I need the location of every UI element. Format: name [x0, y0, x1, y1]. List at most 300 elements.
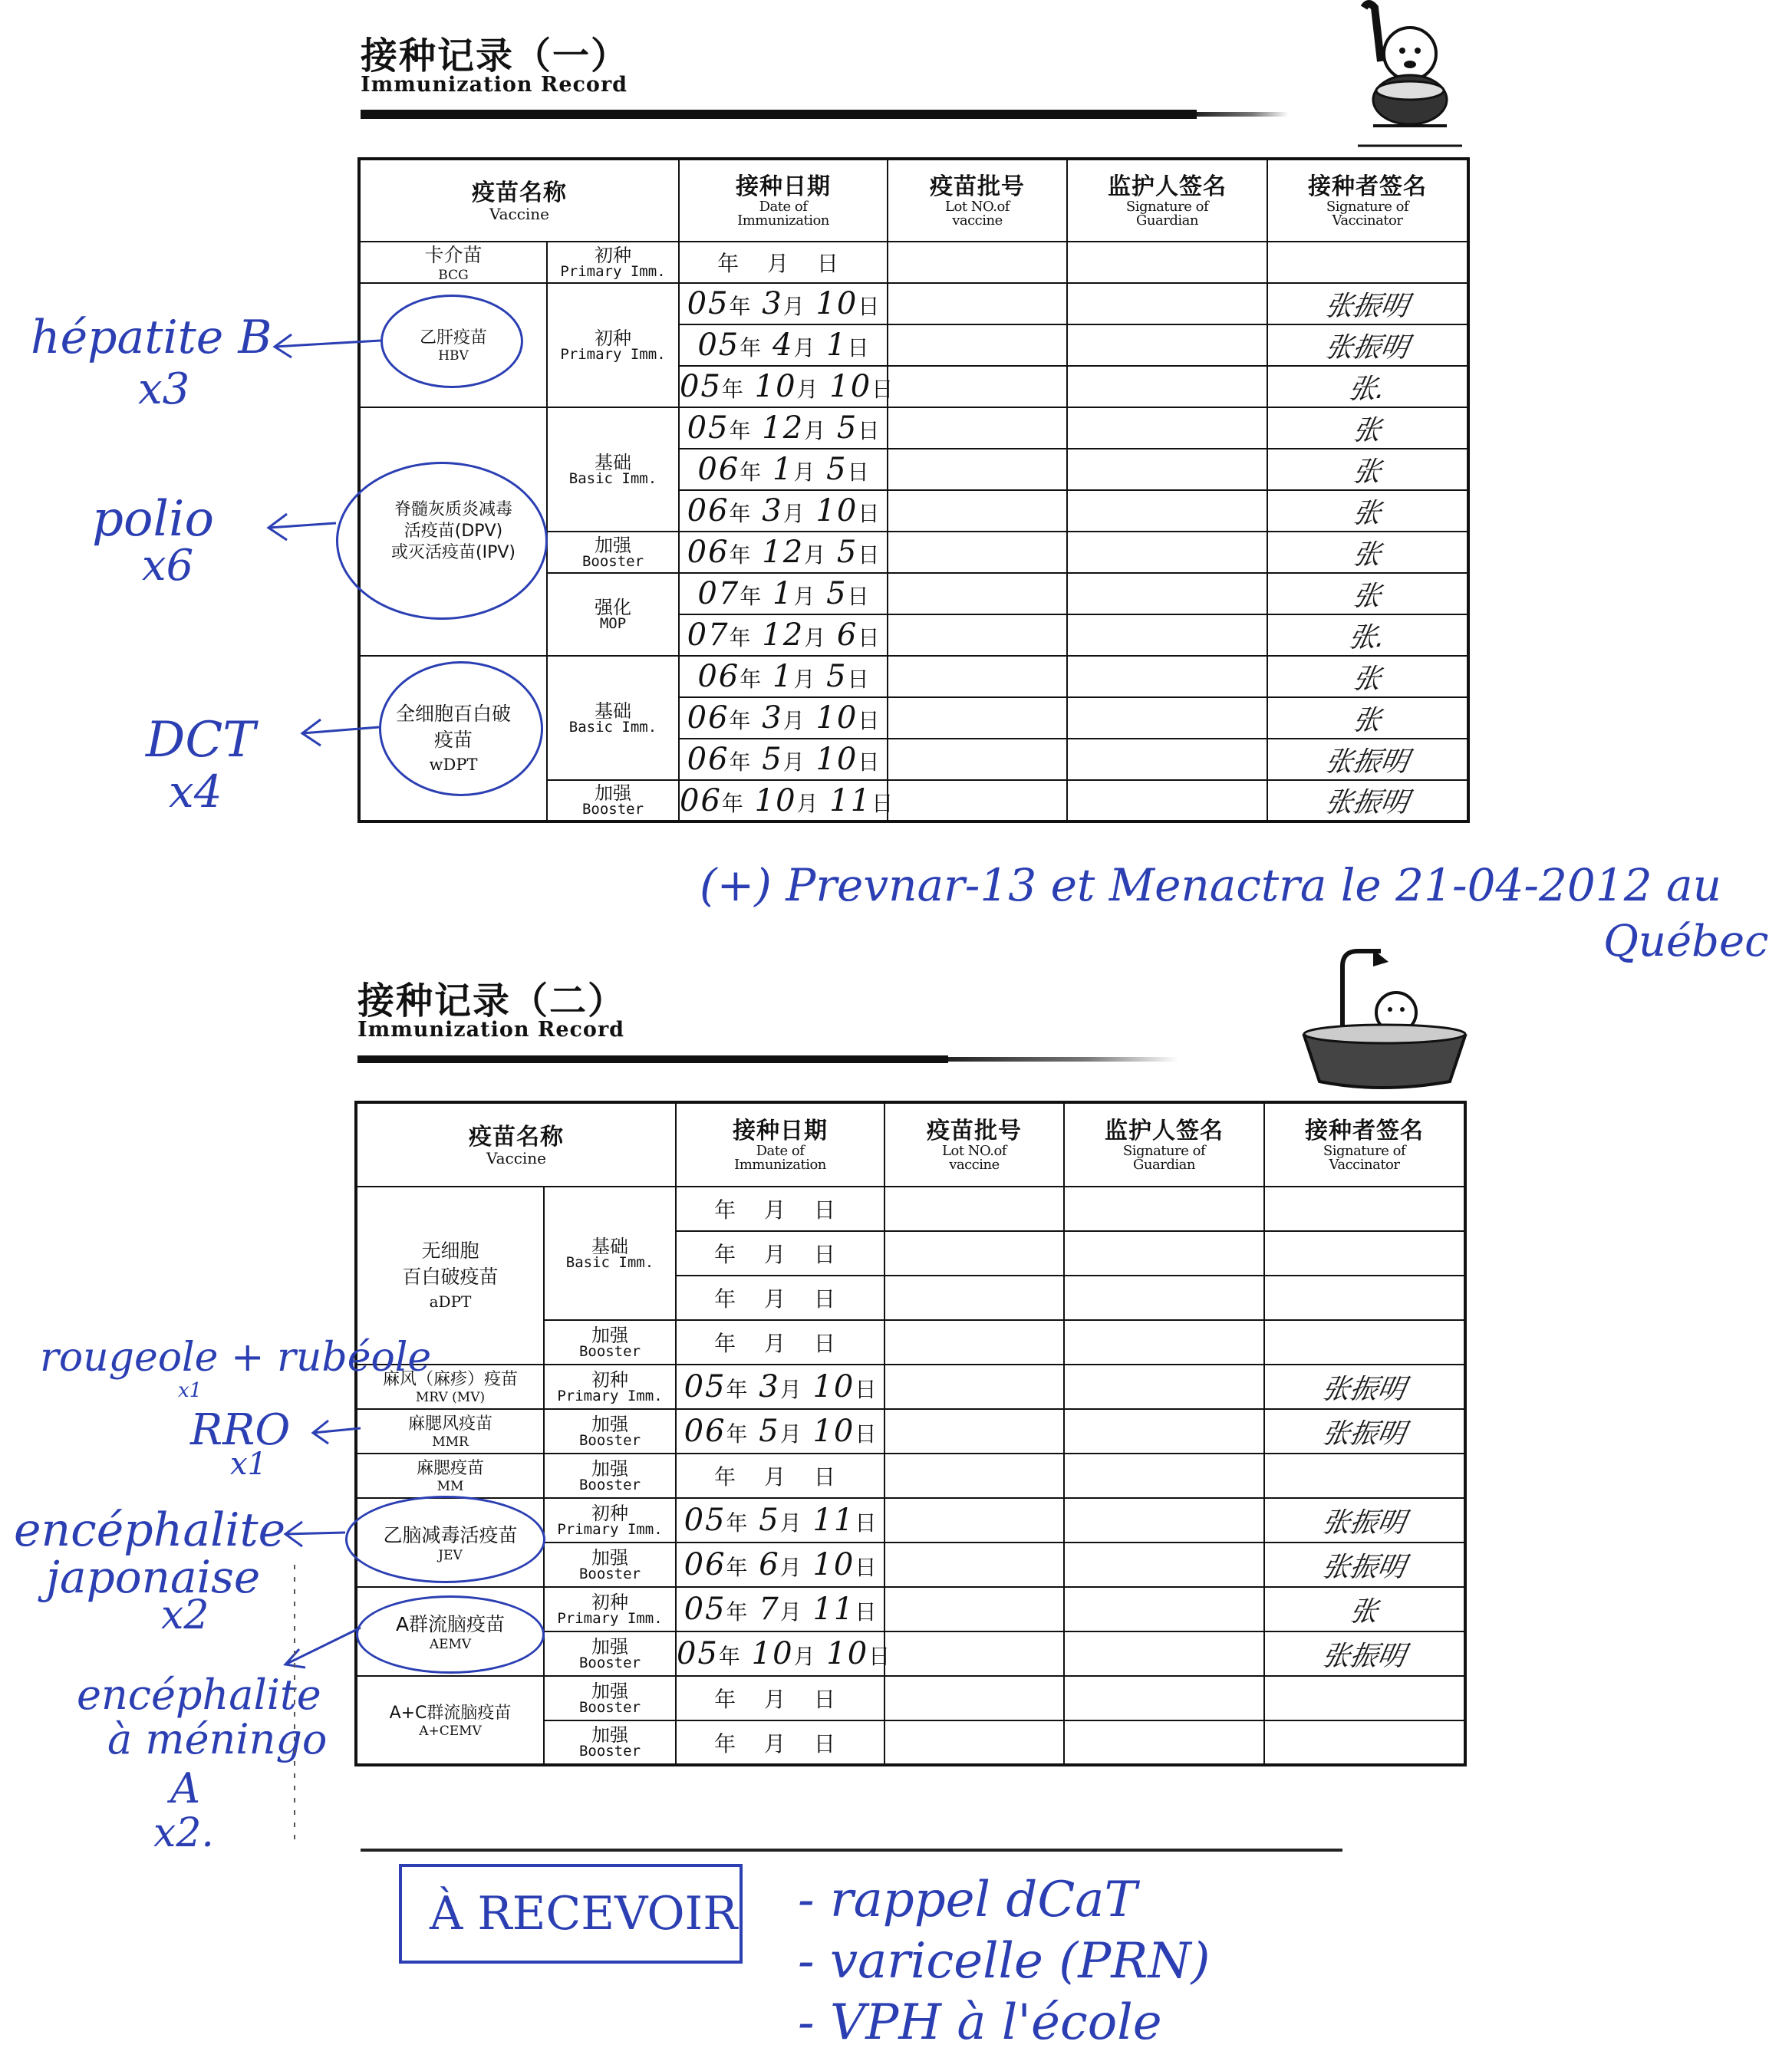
- handwritten-date-text: 05年 10月 10日: [677, 1636, 891, 1671]
- header-vaccine-en: Vaccine: [489, 204, 550, 223]
- vaccine-name-zh: 无细胞: [421, 1240, 479, 1262]
- vaccine-name-zh: 卡介苗: [424, 244, 483, 266]
- type-cell: [547, 656, 679, 780]
- recevoir-label: À RECEVOIR: [430, 1887, 738, 1941]
- header-vaccinator-en2: Vaccinator: [1329, 1156, 1400, 1173]
- header-vaccine-zh: 疫苗名称: [469, 1123, 564, 1151]
- lot-cell: [888, 324, 1067, 366]
- cartoon-baby-bathtub-icon: [1289, 943, 1473, 1097]
- vaccinator-signature: [1267, 614, 1468, 656]
- handwritten-date-text: 05年 5月 11日: [684, 1503, 877, 1538]
- vaccine-name-zh: 脊髓灰质炎减毒: [394, 500, 512, 519]
- lot-cell: [888, 407, 1067, 449]
- lot-cell: [888, 532, 1067, 573]
- type-en: Booster: [578, 1654, 641, 1671]
- signature: 张.: [1346, 621, 1388, 654]
- handwritten-date: [679, 656, 888, 697]
- guardian-cell: [1067, 739, 1267, 780]
- header-date: [676, 1102, 884, 1187]
- type-zh: 加强: [591, 1635, 628, 1658]
- header-date-en2: Immunization: [737, 212, 829, 229]
- vaccinator-signature: [1264, 1409, 1465, 1454]
- annotation-rougeole-count: x1: [178, 1379, 203, 1402]
- type-en: Basic Imm.: [568, 469, 657, 487]
- header-date: [679, 159, 888, 242]
- vaccinator-signature: [1264, 1365, 1465, 1409]
- header-guardian: [1064, 1102, 1264, 1187]
- annotation-encephalite-meningo: encéphalite: [77, 1671, 321, 1719]
- guardian-cell: [1064, 1543, 1264, 1587]
- type-cell: [547, 780, 679, 821]
- vaccinator-signature: [1267, 366, 1468, 407]
- header-date-zh: 接种日期: [733, 1117, 828, 1144]
- vaccinator-signature: [1264, 1631, 1465, 1676]
- date-cell: [676, 1276, 884, 1320]
- handwritten-date: [679, 532, 888, 573]
- vaccinator-cell: [1264, 1276, 1465, 1320]
- signature: 张: [1350, 456, 1384, 488]
- type-cell: [544, 1409, 676, 1454]
- type-en: Booster: [578, 1565, 641, 1582]
- type-zh: 初种: [591, 1502, 628, 1524]
- lot-cell: [884, 1365, 1064, 1409]
- guardian-cell: [1067, 366, 1267, 407]
- lot-cell: [888, 739, 1067, 780]
- empty-date: 年 月 日: [714, 1286, 846, 1312]
- vaccine-name-en: AEMV: [429, 1637, 472, 1652]
- handwritten-date-text: 06年 10月 11日: [680, 782, 894, 818]
- vaccine-name-zh: 麻风（麻疹）疫苗: [382, 1370, 518, 1389]
- header-vaccinator-zh: 接种者签名: [1305, 1117, 1424, 1144]
- date-cell: [676, 1454, 884, 1498]
- type-zh: 加强: [591, 1413, 628, 1435]
- handwritten-date-text: 05年 10月 10日: [680, 369, 894, 404]
- lot-cell: [884, 1631, 1064, 1676]
- handwritten-date-text: 05年 4月 1日: [697, 328, 869, 363]
- lot-cell: [884, 1498, 1064, 1543]
- handwritten-date-text: 05年 7月 11日: [684, 1592, 877, 1627]
- type-en: Basic Imm.: [568, 718, 657, 736]
- guardian-cell: [1064, 1454, 1264, 1498]
- vaccinator-cell: [1264, 1676, 1465, 1720]
- handwritten-date-text: 06年 3月 10日: [687, 700, 880, 736]
- annotation-encephalite-japonaise-count: x2: [161, 1592, 209, 1638]
- record1-subtitle: Immunization Record: [361, 73, 628, 97]
- empty-date: 年 月 日: [714, 1687, 846, 1712]
- handwritten-date: [679, 283, 888, 324]
- vaccinator-signature: [1267, 283, 1468, 324]
- annotation-dct-count: x4: [169, 766, 222, 818]
- handwritten-date: [676, 1409, 884, 1454]
- vaccinator-signature: [1264, 1543, 1465, 1587]
- signature: 张振明: [1319, 1640, 1408, 1672]
- vaccine-name-en: BCG: [438, 268, 469, 283]
- type-zh: 加强: [591, 1324, 628, 1346]
- type-cell: [544, 1454, 676, 1498]
- header-date-en1: Date of: [756, 1142, 805, 1159]
- type-en: Booster: [578, 1342, 641, 1360]
- type-cell: [547, 573, 679, 656]
- type-en: MOP: [599, 614, 627, 632]
- empty-date: 年 月 日: [714, 1730, 846, 1757]
- type-zh: 加强: [595, 534, 631, 556]
- handwritten-date-text: 06年 1月 5日: [697, 452, 869, 487]
- header-guardian-en1: Signature of: [1122, 1142, 1206, 1159]
- guardian-cell: [1067, 697, 1267, 739]
- lot-cell: [888, 697, 1067, 739]
- vaccinator-signature: [1267, 407, 1468, 449]
- handwritten-date: [676, 1631, 891, 1676]
- header-vaccinator: [1264, 1102, 1465, 1187]
- vaccinator-cell: [1264, 1720, 1465, 1765]
- signature: 张: [1350, 414, 1384, 446]
- handwritten-date: [679, 449, 888, 490]
- handwritten-date-text: 05年 3月 10日: [687, 286, 880, 321]
- guardian-cell: [1067, 490, 1267, 532]
- lot-cell: [884, 1231, 1064, 1276]
- signature: 张: [1350, 704, 1384, 736]
- signature: 张.: [1346, 373, 1388, 405]
- type-zh: 基础: [595, 700, 631, 722]
- annotation-rro: RRO: [190, 1405, 291, 1455]
- lot-cell: [884, 1587, 1064, 1631]
- todo-item: - rappel dCaT: [798, 1872, 1138, 1928]
- type-cell: [544, 1720, 676, 1765]
- lot-cell: [884, 1276, 1064, 1320]
- vaccine-name-zh: A群流脑疫苗: [395, 1613, 506, 1635]
- vaccinator-cell: [1267, 242, 1468, 283]
- guardian-cell: [1067, 573, 1267, 614]
- lot-cell: [888, 490, 1067, 532]
- guardian-cell: [1064, 1365, 1264, 1409]
- type-cell: [544, 1320, 676, 1365]
- type-zh: 加强: [591, 1680, 628, 1702]
- header-vaccinator-en1: Signature of: [1323, 1142, 1406, 1159]
- guardian-cell: [1067, 532, 1267, 573]
- vaccine-name-en: JEV: [438, 1548, 463, 1563]
- guardian-cell: [1067, 656, 1267, 697]
- header-guardian-zh: 监护人签名: [1108, 173, 1227, 200]
- annotation-dct: DCT: [146, 712, 255, 769]
- vaccinator-signature: [1267, 532, 1468, 573]
- type-cell: [544, 1543, 676, 1587]
- type-cell: [547, 407, 679, 532]
- vaccinator-signature: [1267, 324, 1468, 366]
- type-zh: 加强: [591, 1724, 628, 1746]
- vaccine-name-zh: 乙脑减毒活疫苗: [383, 1524, 518, 1546]
- type-zh: 强化: [595, 596, 631, 618]
- handwritten-date: [679, 780, 894, 821]
- vaccine-name-en: MMR: [432, 1434, 469, 1450]
- type-en: Primary Imm.: [557, 1387, 663, 1404]
- vaccine-name-zh: 麻腮疫苗: [416, 1459, 484, 1478]
- vaccine-name-zh: 麻腮风疫苗: [407, 1414, 492, 1434]
- lot-cell: [888, 780, 1067, 821]
- handwritten-date: [679, 614, 888, 656]
- vaccine-name-en: A+CEMV: [419, 1723, 482, 1739]
- date-cell: [676, 1231, 884, 1276]
- header-lot-en2: vaccine: [949, 1156, 1000, 1173]
- annotation-encephalite-meningo-2: à méningo: [107, 1715, 328, 1763]
- header-date-en1: Date of: [759, 198, 808, 215]
- lot-cell: [888, 573, 1067, 614]
- date-cell: [676, 1320, 884, 1365]
- signature: 张振明: [1323, 290, 1412, 322]
- empty-date: 年 月 日: [717, 251, 849, 276]
- date-cell: [679, 242, 888, 283]
- handwritten-date: [679, 366, 894, 407]
- annotation-hepb: hépatite B: [31, 311, 272, 364]
- type-en: Booster: [581, 552, 644, 570]
- type-cell: [547, 283, 679, 407]
- guardian-cell: [1067, 242, 1267, 283]
- header-lot: [884, 1102, 1064, 1187]
- vaccine-name-en: aDPT: [429, 1292, 472, 1311]
- header-guardian-en2: Guardian: [1133, 1156, 1195, 1173]
- type-zh: 初种: [591, 1591, 628, 1613]
- guardian-cell: [1064, 1631, 1264, 1676]
- handwritten-date: [676, 1543, 884, 1587]
- lot-cell: [888, 283, 1067, 324]
- lot-cell: [884, 1409, 1064, 1454]
- header-date-zh: 接种日期: [736, 173, 831, 200]
- handwritten-date-text: 07年 12月 6日: [687, 617, 880, 653]
- annotation-quebec: Québec: [1603, 917, 1769, 966]
- type-cell: [544, 1498, 676, 1543]
- empty-date: 年 月 日: [714, 1331, 846, 1356]
- guardian-cell: [1067, 283, 1267, 324]
- signature: 张振明: [1323, 746, 1412, 778]
- guardian-cell: [1064, 1498, 1264, 1543]
- guardian-cell: [1064, 1409, 1264, 1454]
- vaccine-name-zh: 百白破疫苗: [402, 1266, 499, 1288]
- todo-item: - varicelle (PRN): [798, 1933, 1211, 1990]
- guardian-cell: [1067, 449, 1267, 490]
- lot-cell: [888, 242, 1067, 283]
- guardian-cell: [1064, 1231, 1264, 1276]
- vaccinator-signature: [1264, 1587, 1465, 1631]
- handwritten-date-text: 06年 3月 10日: [687, 493, 880, 528]
- lot-cell: [884, 1187, 1064, 1231]
- vaccine-name-zh: 活疫苗(DPV): [404, 522, 503, 541]
- type-en: Booster: [578, 1743, 641, 1760]
- vaccinator-signature: [1267, 449, 1468, 490]
- lot-cell: [888, 449, 1067, 490]
- header-lot: [888, 159, 1067, 242]
- record2-title: 接种记录（二）: [357, 980, 627, 1022]
- lot-cell: [888, 614, 1067, 656]
- vaccinator-cell: [1264, 1231, 1465, 1276]
- signature: 张振明: [1323, 787, 1412, 818]
- type-zh: 初种: [595, 244, 631, 266]
- vaccinator-cell: [1264, 1320, 1465, 1365]
- type-zh: 基础: [591, 1235, 628, 1257]
- signature: 张振明: [1319, 1551, 1408, 1583]
- bottom-rule: [361, 1849, 1342, 1852]
- guardian-cell: [1064, 1276, 1264, 1320]
- annotation-hepb-count: x3: [138, 364, 190, 414]
- handwritten-date: [679, 739, 888, 780]
- header-lot-en2: vaccine: [952, 212, 1003, 229]
- annotation-encephalite-japonaise: encéphalite: [14, 1503, 286, 1557]
- signature: 张: [1350, 497, 1384, 529]
- header-lot-zh: 疫苗批号: [930, 173, 1025, 200]
- signature: 张: [1350, 538, 1384, 571]
- handwritten-date-text: 05年 12月 5日: [687, 410, 880, 446]
- guardian-cell: [1067, 407, 1267, 449]
- record1-title: 接种记录（一）: [361, 35, 630, 77]
- handwritten-date-text: 06年 6月 10日: [684, 1547, 877, 1582]
- signature: 张: [1350, 663, 1384, 695]
- annotation-polio: polio: [92, 491, 214, 548]
- type-cell: [544, 1676, 676, 1720]
- record2-subtitle: Immunization Record: [357, 1018, 625, 1042]
- annotation-rro-count: x1: [230, 1447, 268, 1482]
- type-cell: [547, 242, 679, 283]
- handwritten-date: [679, 697, 888, 739]
- type-en: Booster: [581, 801, 644, 818]
- vaccinator-signature: [1267, 656, 1468, 697]
- vaccine-name-en: HBV: [438, 348, 469, 364]
- header-guardian-en1: Signature of: [1125, 198, 1209, 215]
- annotation-encephalite-japonaise-2: japonaise: [46, 1551, 261, 1603]
- vaccine-name-en: MM: [436, 1479, 464, 1494]
- handwritten-date: [676, 1587, 884, 1631]
- lot-cell: [884, 1676, 1064, 1720]
- vaccine-name-zh: A+C群流脑疫苗: [389, 1703, 512, 1723]
- header-vaccine-zh: 疫苗名称: [472, 179, 567, 206]
- date-cell: [676, 1676, 884, 1720]
- header-date-en2: Immunization: [734, 1156, 826, 1173]
- handwritten-date: [679, 407, 888, 449]
- header-vaccinator-en2: Vaccinator: [1332, 212, 1403, 229]
- guardian-cell: [1064, 1676, 1264, 1720]
- type-cell: [544, 1365, 676, 1409]
- lot-cell: [884, 1543, 1064, 1587]
- annotation-polio-count: x6: [142, 541, 194, 591]
- vaccine-name-zh: 或灭活疫苗(IPV): [391, 543, 516, 562]
- vaccinator-signature: [1267, 697, 1468, 739]
- header-vaccinator: [1267, 159, 1468, 242]
- guardian-cell: [1067, 614, 1267, 656]
- signature: 张振明: [1319, 1373, 1408, 1405]
- handwritten-date-text: 06年 5月 10日: [687, 742, 880, 777]
- signature: 张振明: [1323, 331, 1412, 364]
- vaccinator-cell: [1264, 1187, 1465, 1231]
- lot-cell: [884, 1720, 1064, 1765]
- record2-rule-fade: [948, 1057, 1178, 1062]
- empty-date: 年 月 日: [714, 1464, 846, 1490]
- empty-date: 年 月 日: [714, 1197, 846, 1223]
- date-cell: [676, 1720, 884, 1765]
- guardian-cell: [1067, 324, 1267, 366]
- handwritten-date: [676, 1498, 884, 1543]
- lot-cell: [884, 1320, 1064, 1365]
- handwritten-date-text: 07年 1月 5日: [697, 576, 869, 611]
- type-en: Primary Imm.: [557, 1520, 663, 1538]
- vaccinator-signature: [1267, 573, 1468, 614]
- header-guardian-en2: Guardian: [1136, 212, 1198, 229]
- guardian-cell: [1064, 1187, 1264, 1231]
- record1-rule-fade: [1197, 112, 1289, 117]
- annotation-prevnar: (+) Prevnar-13 et Menactra le 21-04-2012 au: [700, 859, 1721, 911]
- lot-cell: [884, 1454, 1064, 1498]
- type-cell: [544, 1587, 676, 1631]
- lot-cell: [888, 366, 1067, 407]
- type-en: Primary Imm.: [560, 345, 666, 363]
- guardian-cell: [1067, 780, 1267, 821]
- signature: 张: [1350, 580, 1384, 612]
- handwritten-date: [679, 573, 888, 614]
- type-zh: 加强: [595, 782, 631, 804]
- handwritten-date-text: 06年 12月 5日: [687, 535, 880, 570]
- guardian-cell: [1064, 1320, 1264, 1365]
- type-cell: [547, 532, 679, 573]
- type-en: Primary Imm.: [560, 262, 666, 280]
- vaccine-name-zh: 全细胞百白破: [395, 702, 511, 725]
- type-zh: 加强: [591, 1546, 628, 1569]
- vaccine-name-en: wDPT: [429, 755, 478, 774]
- header-vaccinator-zh: 接种者签名: [1308, 173, 1427, 200]
- handwritten-date: [676, 1365, 884, 1409]
- todo-item: - VPH à l'école: [798, 1994, 1162, 2051]
- type-en: Booster: [578, 1431, 641, 1449]
- handwritten-date-text: 05年 3月 10日: [684, 1369, 877, 1404]
- vaccinator-signature: [1267, 780, 1468, 821]
- type-zh: 初种: [591, 1368, 628, 1391]
- handwritten-date: [679, 490, 888, 532]
- header-lot-en1: Lot NO.of: [945, 198, 1010, 215]
- signature: 张振明: [1319, 1506, 1408, 1539]
- handwritten-date-text: 06年 5月 10日: [684, 1414, 877, 1449]
- header-lot-zh: 疫苗批号: [927, 1117, 1022, 1144]
- cartoon-baby-drum-icon: [1335, 0, 1473, 153]
- annotation-arrows-2: [0, 0, 552, 1841]
- signature: 张: [1347, 1595, 1381, 1628]
- annotation-rougeole: rougeole + rubéole: [40, 1335, 432, 1381]
- type-zh: 初种: [595, 327, 631, 349]
- type-en: Booster: [578, 1698, 641, 1716]
- header-vaccine-en: Vaccine: [486, 1148, 547, 1167]
- type-cell: [544, 1631, 676, 1676]
- lot-cell: [888, 656, 1067, 697]
- header-guardian: [1067, 159, 1267, 242]
- header-guardian-zh: 监护人签名: [1105, 1117, 1224, 1144]
- header-lot-en1: Lot NO.of: [942, 1142, 1006, 1159]
- date-cell: [676, 1187, 884, 1231]
- vaccinator-signature: [1264, 1498, 1465, 1543]
- vaccinator-cell: [1264, 1454, 1465, 1498]
- guardian-cell: [1064, 1720, 1264, 1765]
- signature: 张振明: [1319, 1417, 1408, 1450]
- type-zh: 基础: [595, 451, 631, 473]
- vaccine-name-zh: 乙肝疫苗: [419, 328, 487, 347]
- type-en: Basic Imm.: [565, 1253, 654, 1271]
- vaccinator-signature: [1267, 739, 1468, 780]
- annotation-encephalite-meningo-3: A: [170, 1764, 200, 1813]
- type-en: Booster: [578, 1476, 641, 1493]
- handwritten-date-text: 06年 1月 5日: [697, 659, 869, 694]
- guardian-cell: [1064, 1587, 1264, 1631]
- vaccinator-signature: [1267, 490, 1468, 532]
- type-zh: 加强: [591, 1457, 628, 1480]
- empty-date: 年 月 日: [714, 1242, 846, 1267]
- annotation-encephalite-meningo-count: x2.: [153, 1810, 214, 1856]
- header-vaccinator-en1: Signature of: [1326, 198, 1409, 215]
- type-en: Primary Imm.: [557, 1609, 663, 1627]
- vaccine-name-zh: 疫苗: [433, 728, 473, 751]
- vaccine-name-en: MRV (MV): [415, 1390, 486, 1405]
